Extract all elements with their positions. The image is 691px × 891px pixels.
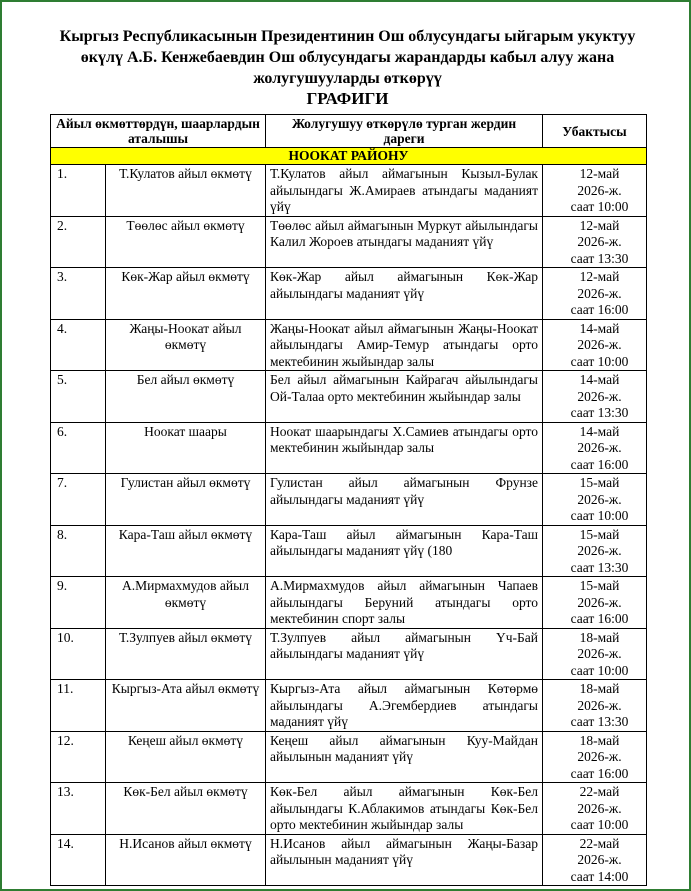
- meeting-year: 2026-ж.: [577, 594, 622, 610]
- meeting-time: [543, 474, 647, 526]
- meeting-date: 18-май: [579, 681, 620, 696]
- meeting-year: 2026-ж.: [577, 697, 622, 713]
- meeting-time: [543, 834, 647, 886]
- row-number: 1.: [51, 165, 106, 217]
- header-address: Жолугушуу өткөрүлө турган жердин дареги: [266, 115, 543, 148]
- row-number: 3.: [51, 268, 106, 320]
- meeting-time: [543, 731, 647, 783]
- row-number: 2.: [51, 216, 106, 268]
- meeting-time: [543, 783, 647, 835]
- meeting-date: 14-май: [579, 320, 620, 336]
- meeting-date: 15-май: [579, 578, 620, 593]
- meeting-time: саат 16:00: [570, 302, 629, 317]
- table-row: [51, 319, 647, 371]
- meeting-time: саат 16:00: [570, 456, 629, 472]
- meeting-address: Бел айыл аймагынын Кайрагач айылындагы Ой-Талаа орто мектебинин жыйындар залы: [266, 371, 543, 423]
- meeting-year: 2026-ж.: [577, 388, 622, 404]
- meeting-address: Жаңы-Ноокат айыл аймагынын Жаңы-Ноокат айылындагы Амир-Темур атындагы орто мектебинин жыйындар залы: [266, 319, 543, 371]
- settlement-name: Кара-Таш айыл өкмөтү: [106, 525, 266, 577]
- meeting-time: саат 10:00: [570, 508, 629, 523]
- meeting-date: 22-май: [579, 835, 620, 851]
- table-row: [51, 577, 647, 629]
- settlement-name: Жаңы-Ноокат айыл өкмөтү: [106, 319, 266, 371]
- settlement-name: Н.Исанов айыл өкмөтү: [106, 834, 266, 886]
- meeting-date: 15-май: [579, 526, 620, 542]
- meeting-time: саат 16:00: [570, 765, 629, 781]
- meeting-year: 2026-ж.: [577, 285, 622, 301]
- meeting-time: [543, 216, 647, 268]
- meeting-address: Н.Исанов айыл аймагынын Жаңы-Базар айылынын маданият үйү: [266, 834, 543, 886]
- meeting-time: саат 10:00: [570, 817, 629, 832]
- settlement-name: Т.Зулпуев айыл өкмөтү: [106, 628, 266, 680]
- meeting-address: Ноокат шаарындагы Х.Самиев атындагы орто мектебинин жыйындар залы: [266, 422, 543, 474]
- meeting-time: [543, 165, 647, 217]
- meeting-year: 2026-ж.: [577, 543, 622, 558]
- meeting-time: саат 16:00: [570, 611, 629, 626]
- row-number: 12.: [51, 731, 106, 783]
- row-number: 6.: [51, 422, 106, 474]
- table-row: [51, 216, 647, 268]
- header-time: Убактысы: [543, 115, 647, 148]
- table-row: [51, 422, 647, 474]
- meeting-address: Көк-Жар айыл аймагынын Көк-Жар айылындагы маданият үйү: [266, 268, 543, 320]
- settlement-name: Көк-Жар айыл өкмөтү: [106, 268, 266, 320]
- meeting-year: 2026-ж.: [577, 749, 622, 764]
- row-number: 9.: [51, 577, 106, 629]
- meeting-time: саат 10:00: [570, 199, 629, 214]
- district-label: НООКАТ РАЙОНУ: [51, 148, 647, 165]
- document-title: Кыргыз Республикасынын Президентинин Ош облусундагы ыйгарым укуктуу өкүлү А.Б. Кенжебаевдин Ош облусундагы жарандарды кабыл алуу жана жолугушууларды өткөрүү: [59, 28, 636, 87]
- meeting-time: [543, 319, 647, 371]
- settlement-name: Бел айыл өкмөтү: [106, 371, 266, 423]
- district-row: [51, 148, 647, 165]
- meeting-address: Кара-Таш айыл аймагынын Кара-Таш айылындагы маданият үйү (180: [266, 525, 543, 577]
- row-number: 10.: [51, 628, 106, 680]
- table-row: [51, 371, 647, 423]
- meeting-time: саат 13:30: [570, 559, 629, 575]
- meeting-address: Көк-Бел айыл аймагынын Көк-Бел айылындагы К.Аблакимов атындагы Көк-Бел орто мектебинин жыйындар залы: [266, 783, 543, 835]
- meeting-date: 12-май: [579, 217, 620, 233]
- meeting-time: [543, 268, 647, 320]
- table-row: [51, 165, 647, 217]
- table-row: [51, 628, 647, 680]
- meeting-address: Төөлөс айыл аймагынын Муркут айылындагы Калил Жороев атындагы маданият үйү: [266, 216, 543, 268]
- meeting-time: саат 10:00: [570, 353, 629, 369]
- table-row: [51, 680, 647, 732]
- meeting-time: саат 10:00: [570, 662, 629, 678]
- table-row: [51, 474, 647, 526]
- meeting-year: 2026-ж.: [577, 182, 622, 198]
- meeting-time: [543, 422, 647, 474]
- meeting-year: 2026-ж.: [577, 337, 622, 352]
- meeting-year: 2026-ж.: [577, 440, 622, 455]
- meeting-time: саат 13:30: [570, 714, 629, 729]
- meeting-date: 14-май: [579, 423, 620, 439]
- settlement-name: Кыргыз-Ата айыл өкмөтү: [106, 680, 266, 732]
- meeting-address: Гулистан айыл аймагынын Фрунзе айылындагы маданият үйү: [266, 474, 543, 526]
- table-row: [51, 525, 647, 577]
- meeting-year: 2026-ж.: [577, 800, 622, 816]
- meeting-address: Т.Кулатов айыл аймагынын Кызыл-Булак айылындагы Ж.Амираев атындагы маданият үйү: [266, 165, 543, 217]
- meeting-address: А.Мирмахмудов айыл аймагынын Чапаев айылындагы Беруний атындагы орто мектебинин спорт залы: [266, 577, 543, 629]
- row-number: 4.: [51, 319, 106, 371]
- table-header-row: [51, 115, 647, 148]
- meeting-date: 18-май: [579, 629, 620, 645]
- meeting-date: 12-май: [579, 166, 620, 181]
- meeting-year: 2026-ж.: [577, 234, 622, 249]
- meeting-time: саат 14:00: [570, 868, 629, 884]
- settlement-name: Гулистан айыл өкмөтү: [106, 474, 266, 526]
- row-number: 11.: [51, 680, 106, 732]
- table-row: [51, 731, 647, 783]
- schedule-table: [50, 114, 647, 886]
- meeting-date: 12-май: [579, 269, 620, 284]
- meeting-year: 2026-ж.: [577, 491, 622, 507]
- meeting-time: [543, 628, 647, 680]
- meeting-date: 14-май: [579, 372, 620, 387]
- meeting-time: [543, 577, 647, 629]
- meeting-time: [543, 525, 647, 577]
- row-number: 14.: [51, 834, 106, 886]
- meeting-time: [543, 371, 647, 423]
- meeting-time: [543, 680, 647, 732]
- row-number: 5.: [51, 371, 106, 423]
- meeting-address: Кыргыз-Ата айыл аймагынын Көтөрмө айылындагы А.Эгембердиев атындагы маданият үйү: [266, 680, 543, 732]
- row-number: 13.: [51, 783, 106, 835]
- meeting-year: 2026-ж.: [577, 852, 622, 867]
- meeting-time: саат 13:30: [570, 405, 629, 420]
- meeting-year: 2026-ж.: [577, 646, 622, 661]
- settlement-name: Т.Кулатов айыл өкмөтү: [106, 165, 266, 217]
- table-row: [51, 783, 647, 835]
- settlement-name: Кеңеш айыл өкмөтү: [106, 731, 266, 783]
- document-subtitle: ГРАФИГИ: [306, 89, 389, 108]
- settlement-name: Көк-Бел айыл өкмөтү: [106, 783, 266, 835]
- table-row: [51, 268, 647, 320]
- header-settlement: Айыл өкмөттөрдүн, шаарлардын аталышы: [51, 115, 266, 148]
- settlement-name: Ноокат шаары: [106, 422, 266, 474]
- table-row: [51, 834, 647, 886]
- settlement-name: А.Мирмахмудов айыл өкмөтү: [106, 577, 266, 629]
- settlement-name: Төөлөс айыл өкмөтү: [106, 216, 266, 268]
- meeting-address: Т.Зулпуев айыл аймагынын Үч-Бай айылындагы маданият үйү: [266, 628, 543, 680]
- meeting-time: саат 13:30: [570, 250, 629, 266]
- row-number: 8.: [51, 525, 106, 577]
- meeting-date: 15-май: [579, 475, 620, 490]
- row-number: 7.: [51, 474, 106, 526]
- meeting-date: 22-май: [579, 784, 620, 799]
- meeting-date: 18-май: [579, 732, 620, 748]
- meeting-address: Кеңеш айыл аймагынын Куу-Майдан айылынын маданият үйү: [266, 731, 543, 783]
